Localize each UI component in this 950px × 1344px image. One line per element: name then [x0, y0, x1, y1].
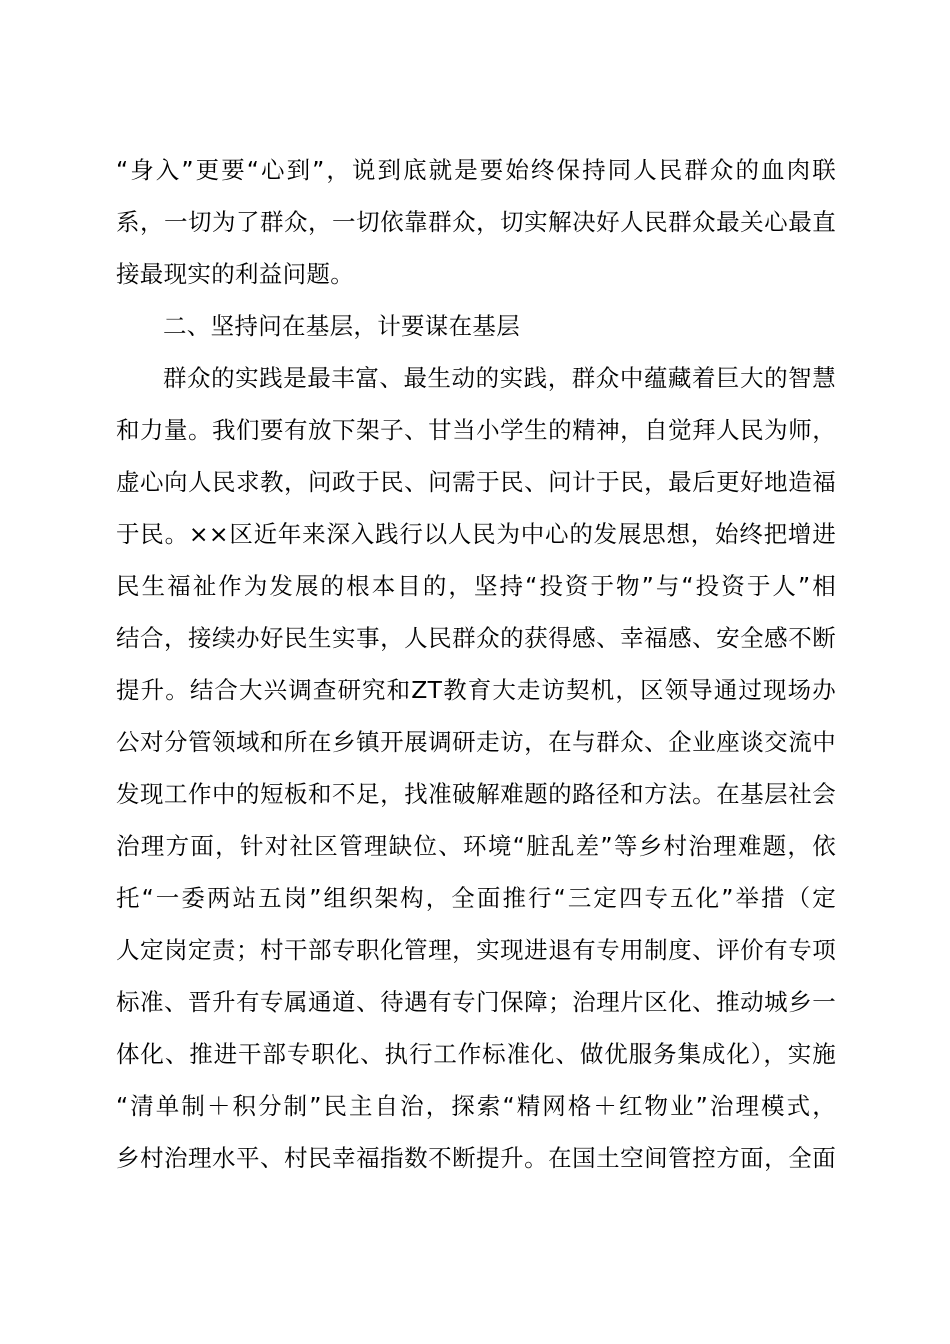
paragraph-line-20: 乡村治理水平、村民幸福指数不断提升。在国土空间管控方面，全面	[116, 1144, 836, 1172]
paragraph-line-8: 于民。××区近年来深入践行以人民为中心的发展思想，始终把增进	[116, 520, 836, 548]
paragraph-line-7: 虚心向人民求教，问政于民、问需于民、问计于民，最后更好地造福	[116, 468, 836, 496]
section-heading: 二、坚持问在基层，计要谋在基层	[163, 312, 520, 340]
paragraph-line-3: 接最现实的利益问题。	[116, 260, 354, 288]
paragraph-line-11: 提升。结合大兴调查研究和ZT教育大走访契机，区领导通过现场办	[116, 676, 836, 704]
paragraph-line-1: “身入”更要“心到”，说到底就是要始终保持同人民群众的血肉联	[116, 156, 836, 184]
paragraph-line-12: 公对分管领域和所在乡镇开展调研走访，在与群众、企业座谈交流中	[116, 728, 836, 756]
paragraph-line-5: 群众的实践是最丰富、最生动的实践，群众中蕴藏着巨大的智慧	[163, 364, 836, 392]
paragraph-line-17: 标准、晋升有专属通道、待遇有专门保障；治理片区化、推动城乡一	[116, 988, 836, 1016]
paragraph-line-14: 治理方面，针对社区管理缺位、环境“脏乱差”等乡村治理难题，依	[116, 832, 836, 860]
paragraph-line-9: 民生福祉作为发展的根本目的，坚持“投资于物”与“投资于人”相	[116, 572, 836, 600]
paragraph-line-13: 发现工作中的短板和不足，找准破解难题的路径和方法。在基层社会	[116, 780, 836, 808]
paragraph-line-6: 和力量。我们要有放下架子、甘当小学生的精神，自觉拜人民为师，	[116, 416, 836, 444]
paragraph-line-10: 结合，接续办好民生实事，人民群众的获得感、幸福感、安全感不断	[116, 624, 836, 652]
paragraph-line-18: 体化、推进干部专职化、执行工作标准化、做优服务集成化），实施	[116, 1040, 836, 1068]
paragraph-line-16: 人定岗定责；村干部专职化管理，实现进退有专用制度、评价有专项	[116, 936, 836, 964]
paragraph-line-2: 系，一切为了群众，一切依靠群众，切实解决好人民群众最关心最直	[116, 208, 836, 236]
paragraph-line-19: “清单制＋积分制”民主自治，探索“精网格＋红物业”治理模式，	[116, 1092, 836, 1120]
paragraph-line-15: 托“一委两站五岗”组织架构，全面推行“三定四专五化”举措（定	[116, 884, 836, 912]
